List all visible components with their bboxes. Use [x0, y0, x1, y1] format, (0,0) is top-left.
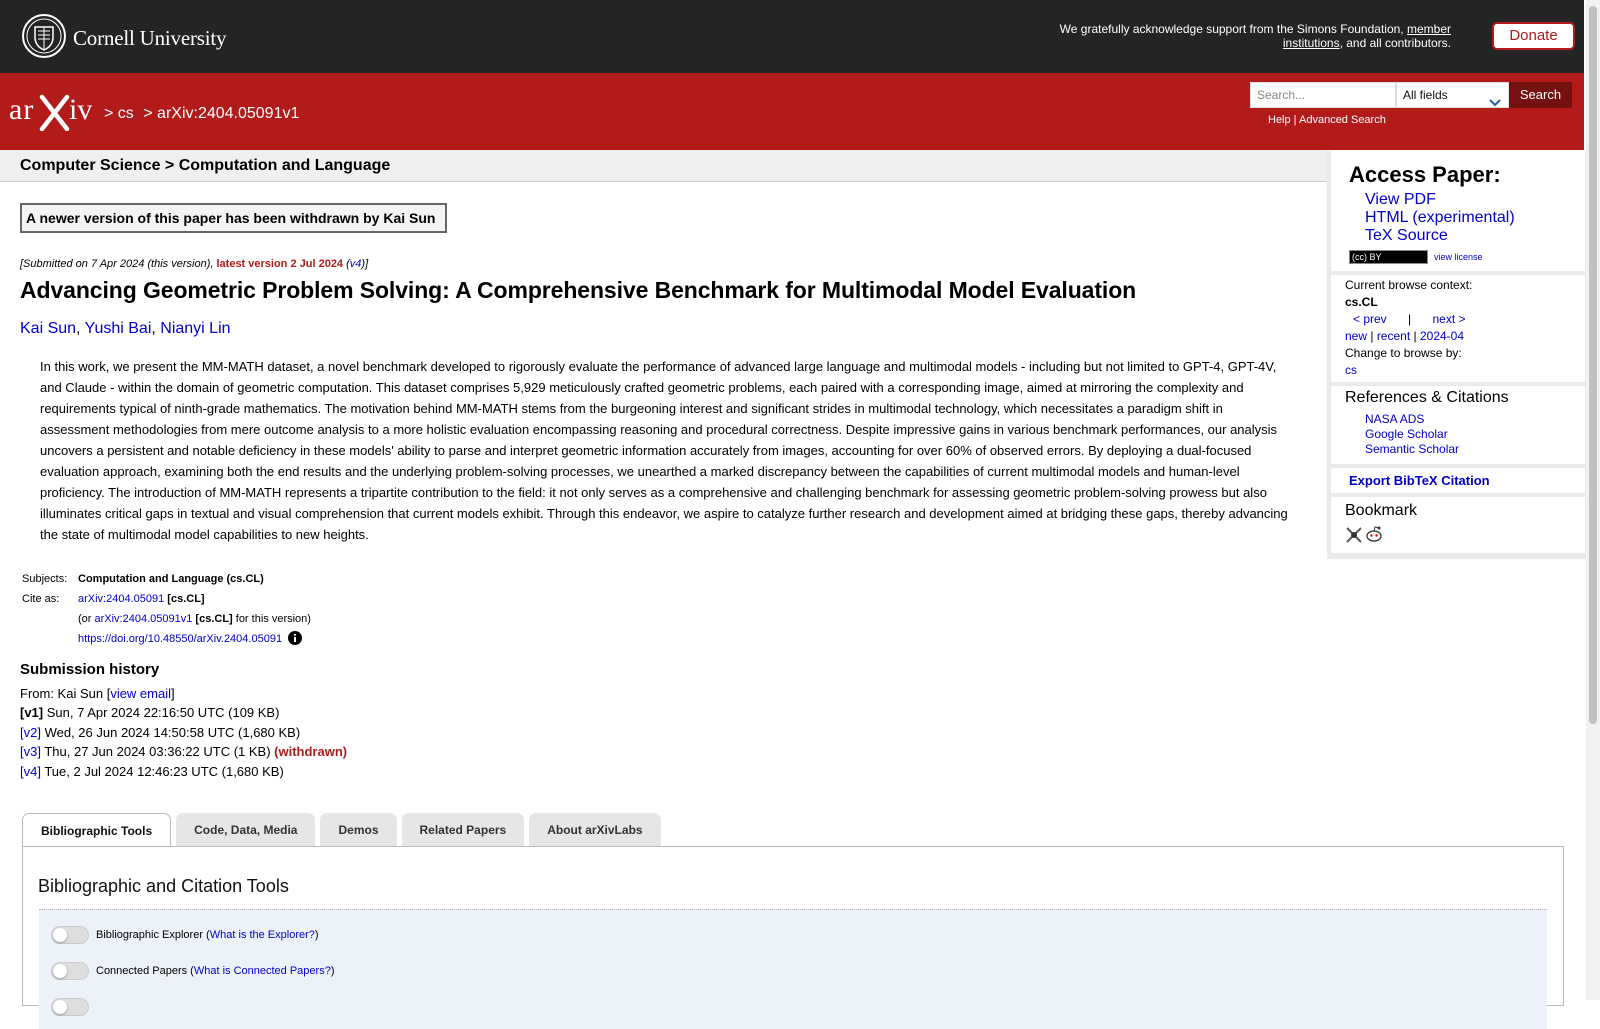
tab-panel-heading: Bibliographic and Citation Tools	[38, 876, 289, 896]
history-entry	[20, 723, 347, 743]
history-close: ]	[171, 685, 175, 701]
history-title: Submission history	[20, 661, 160, 678]
tool-help-link[interactable]: What is the Explorer?	[209, 929, 315, 941]
browse-cs-link[interactable]: cs	[1345, 363, 1357, 377]
access-links	[1365, 191, 1515, 245]
export-box	[1331, 468, 1585, 493]
references-box	[1331, 386, 1585, 464]
support-tail: , and all contributors.	[1339, 36, 1451, 50]
nav-sep: |	[1408, 312, 1412, 326]
view-email-link[interactable]: view email	[110, 685, 171, 701]
tool-row-more	[51, 998, 96, 1016]
author-link[interactable]: Nianyi Lin	[160, 320, 231, 337]
chevron-down-icon	[1489, 91, 1501, 115]
new-link[interactable]: new	[1345, 329, 1368, 343]
info-icon[interactable]	[288, 631, 302, 652]
submission-history	[20, 660, 347, 781]
prev-link[interactable]: < prev	[1353, 312, 1387, 326]
access-paper-box	[1331, 151, 1585, 271]
cite-alt-open: (or	[78, 613, 95, 625]
svg-text:iv: iv	[69, 93, 93, 126]
subjects-row	[20, 569, 311, 589]
abstract: In this work, we present the MM-MATH dataset, a novel benchmark developed to rigorously evaluate the performance of advanced large language and multimodal models - including but not limited to GPT-4, GPT-4V, and Claude - within the domain of geometric computation. This dataset comprises 5,929 meticulously crafted geometric problems, each paired with a corresponding image, aimed at mirroring the complexity and requirements typical of ninth-grade mathematics. The motivation behind MM-MATH stems from the burgeoning interest and significant strides in multimodal technology, which necessitates a paradigm shift in assessment methodologies from mere outcome analysis to a more holistic evaluation encompassing reasoning and procedural correctness. Despite impressive gains in various benchmark performances, our analysis uncovers a persistent and notable deficiency in these models' ability to parse and interpret geometric information accurately from images, accounting for over 60% of observed errors. By deploying a dual-focused evaluation approach, examining both the end results and the underlying problem-solving processes, we unearthed a marked discrepancy between the capabilities of current multimodal models and human-level proficiency. The introduction of MM-MATH represents a tripartite contribution to the field: it not only serves as a comprehensive and challenging benchmark for assessing geometric problem-solving prowess but also illuminates critical gaps in textual and visual comprehension that current models exhibit. Through this endeavor, we aspire to catalyze further research and development aimed at bridging these gaps, thereby advancing the state of multimodal model capabilities to new heights.	[40, 359, 1288, 542]
tool-help-link[interactable]: What is Connected Papers?	[193, 965, 331, 977]
history-from-text: From: Kai Sun [	[20, 685, 111, 701]
view-pdf-link[interactable]: View PDF	[1365, 191, 1436, 208]
support-message	[1031, 22, 1451, 50]
tools-box	[39, 909, 1547, 1029]
university-name: Cornell University	[73, 26, 227, 50]
withdrawn-label: (withdrawn)	[274, 744, 348, 759]
subjects-label: Subjects:	[22, 573, 68, 585]
history-entry	[20, 742, 347, 762]
paren-open: (	[343, 258, 350, 270]
version-date: Wed, 26 Jun 2024 14:50:58 UTC (1,680 KB)	[40, 724, 301, 740]
version-link[interactable]: [v3]	[20, 744, 41, 759]
paren-close: )]	[361, 258, 369, 270]
bibsonomy-icon[interactable]	[1345, 526, 1363, 549]
arxiv-logo[interactable]	[9, 91, 101, 136]
tool-row-explorer	[51, 926, 319, 944]
page-scrollbar[interactable]	[1586, 0, 1600, 1000]
month-link[interactable]: 2024-04	[1419, 329, 1465, 343]
semantic-scholar-link[interactable]: Semantic Scholar	[1365, 442, 1460, 456]
version-date: Sun, 7 Apr 2024 22:16:50 UTC (109 KB)	[43, 705, 280, 720]
reddit-icon[interactable]	[1365, 525, 1383, 548]
subjects-value: Computation and Language (cs.CL)	[78, 573, 264, 585]
browse-context-value: cs.CL	[1345, 295, 1378, 309]
bookmark-title: Bookmark	[1345, 502, 1418, 519]
breadcrumb-cs[interactable]: > cs	[104, 105, 134, 122]
tool-label: Connected Papers (	[96, 965, 194, 977]
doi-row	[20, 629, 311, 652]
search-field-value: All fields	[1403, 88, 1448, 102]
author-link[interactable]: Yushi Bai	[84, 320, 152, 337]
next-link[interactable]: next >	[1432, 312, 1466, 326]
history-entry	[20, 703, 347, 723]
history-from	[20, 684, 347, 704]
history-entry	[20, 762, 347, 782]
cite-alt-tag: [cs.CL]	[195, 613, 233, 625]
view-license-link[interactable]: view license	[1434, 252, 1483, 262]
license	[1349, 250, 1483, 264]
metadata-table	[20, 569, 311, 652]
withdrawn-notice: A newer version of this paper has been withdrawn by Kai Sun	[20, 203, 447, 233]
cc-by-badge[interactable]: (cc) BY	[1349, 250, 1428, 264]
cite-link[interactable]: arXiv:2404.05091	[78, 593, 165, 605]
version-date: Tue, 2 Jul 2024 12:46:23 UTC (1,680 KB)	[40, 763, 284, 779]
nasa-ads-link[interactable]: NASA ADS	[1365, 412, 1425, 426]
recent-link[interactable]: recent	[1376, 329, 1411, 343]
connected-papers-toggle[interactable]	[51, 962, 89, 980]
labs-tabs	[22, 813, 666, 847]
prev-next-nav	[1345, 311, 1585, 328]
member-institutions-link[interactable]: member institutions	[1282, 22, 1451, 50]
tab-bibliographic-tools[interactable]: Bibliographic Tools	[22, 813, 171, 848]
google-scholar-link[interactable]: Google Scholar	[1365, 427, 1448, 441]
tool-toggle[interactable]	[51, 998, 89, 1016]
search-input[interactable]	[1250, 82, 1396, 108]
cite-alt-tail: for this version)	[232, 613, 311, 625]
tab-code-data-media[interactable]: Code, Data, Media	[176, 813, 315, 847]
author-link[interactable]: Kai Sun	[20, 320, 77, 337]
latest-version-notice: latest version 2 Jul 2024	[216, 258, 344, 270]
change-browse-label: Change to browse by:	[1345, 346, 1462, 360]
explorer-toggle[interactable]	[51, 926, 89, 944]
help-link[interactable]: Help	[1268, 114, 1291, 126]
version-date: Thu, 27 Jun 2024 03:36:22 UTC (1 KB)	[40, 744, 275, 759]
browse-list-links: new | recent | 2024-04	[1345, 329, 1465, 343]
references-links	[1365, 412, 1459, 457]
html-experimental-link[interactable]: HTML (experimental)	[1365, 209, 1515, 226]
tab-demos[interactable]: Demos	[320, 813, 396, 847]
submitted-date: [Submitted on 7 Apr 2024 (this version),	[20, 258, 214, 270]
sidebar	[1327, 151, 1586, 559]
cite-row	[20, 589, 311, 609]
cite-version-link[interactable]: arXiv:2404.05091v1	[94, 613, 193, 625]
tool-label: Bibliographic Explorer (	[96, 929, 210, 941]
top-bar	[0, 0, 1584, 73]
tool-row-connected-papers	[51, 962, 334, 980]
cite-label: Cite as:	[22, 593, 60, 605]
donate-button[interactable]: Donate	[1492, 22, 1575, 50]
advanced-search-link[interactable]: Advanced Search	[1299, 114, 1386, 126]
version-link[interactable]: [v4]	[20, 763, 41, 779]
access-title: Access Paper:	[1349, 162, 1501, 187]
cornell-seal-icon	[21, 13, 67, 64]
submission-dateline	[20, 258, 368, 270]
subject-heading: Computer Science > Computation and Language	[20, 157, 391, 174]
search-field-select[interactable]	[1396, 82, 1509, 108]
subject-bar	[0, 150, 1327, 182]
bookmark-box	[1331, 497, 1585, 553]
tool-close: )	[314, 929, 319, 941]
cite-version-row	[20, 609, 311, 629]
breadcrumb	[104, 105, 304, 123]
cite-tag: [cs.CL]	[167, 593, 205, 605]
browse-context-label: Current browse context:	[1345, 278, 1473, 292]
doi-link[interactable]: https://doi.org/10.48550/arXiv.2404.05091	[78, 633, 283, 645]
support-text: We gratefully acknowledge support from the Simons Foundation,	[1059, 22, 1404, 36]
tool-close: )	[330, 965, 335, 977]
references-title: References & Citations	[1345, 389, 1509, 406]
tex-source-link[interactable]: TeX Source	[1365, 227, 1448, 244]
help-links	[1268, 114, 1386, 126]
version-link[interactable]: [v2]	[20, 724, 41, 740]
search-button[interactable]: Search	[1509, 82, 1572, 108]
arxiv-header	[0, 73, 1584, 150]
tab-about-arxivlabs[interactable]: About arXivLabs	[529, 813, 660, 847]
export-bibtex-link[interactable]: Export BibTeX Citation	[1349, 473, 1490, 488]
scrollbar-thumb[interactable]	[1589, 6, 1597, 724]
latest-version-link[interactable]: v4	[349, 258, 362, 270]
svg-text:ar: ar	[9, 93, 35, 126]
help-separator: |	[1290, 114, 1299, 126]
tab-related-papers[interactable]: Related Papers	[402, 813, 525, 847]
version-label: [v1]	[20, 705, 44, 720]
cornell-logo-link[interactable]	[21, 13, 226, 64]
author-list: Kai Sun, Yushi Bai, Nianyi Lin	[20, 320, 231, 337]
tab-panel	[22, 846, 1564, 1006]
browse-context-box	[1331, 275, 1585, 382]
paper-title: Advancing Geometric Problem Solving: A Comprehensive Benchmark for Multimodal Model Evaluation	[20, 277, 1137, 303]
breadcrumb-paper-id: > arXiv:2404.05091v1	[143, 105, 300, 122]
